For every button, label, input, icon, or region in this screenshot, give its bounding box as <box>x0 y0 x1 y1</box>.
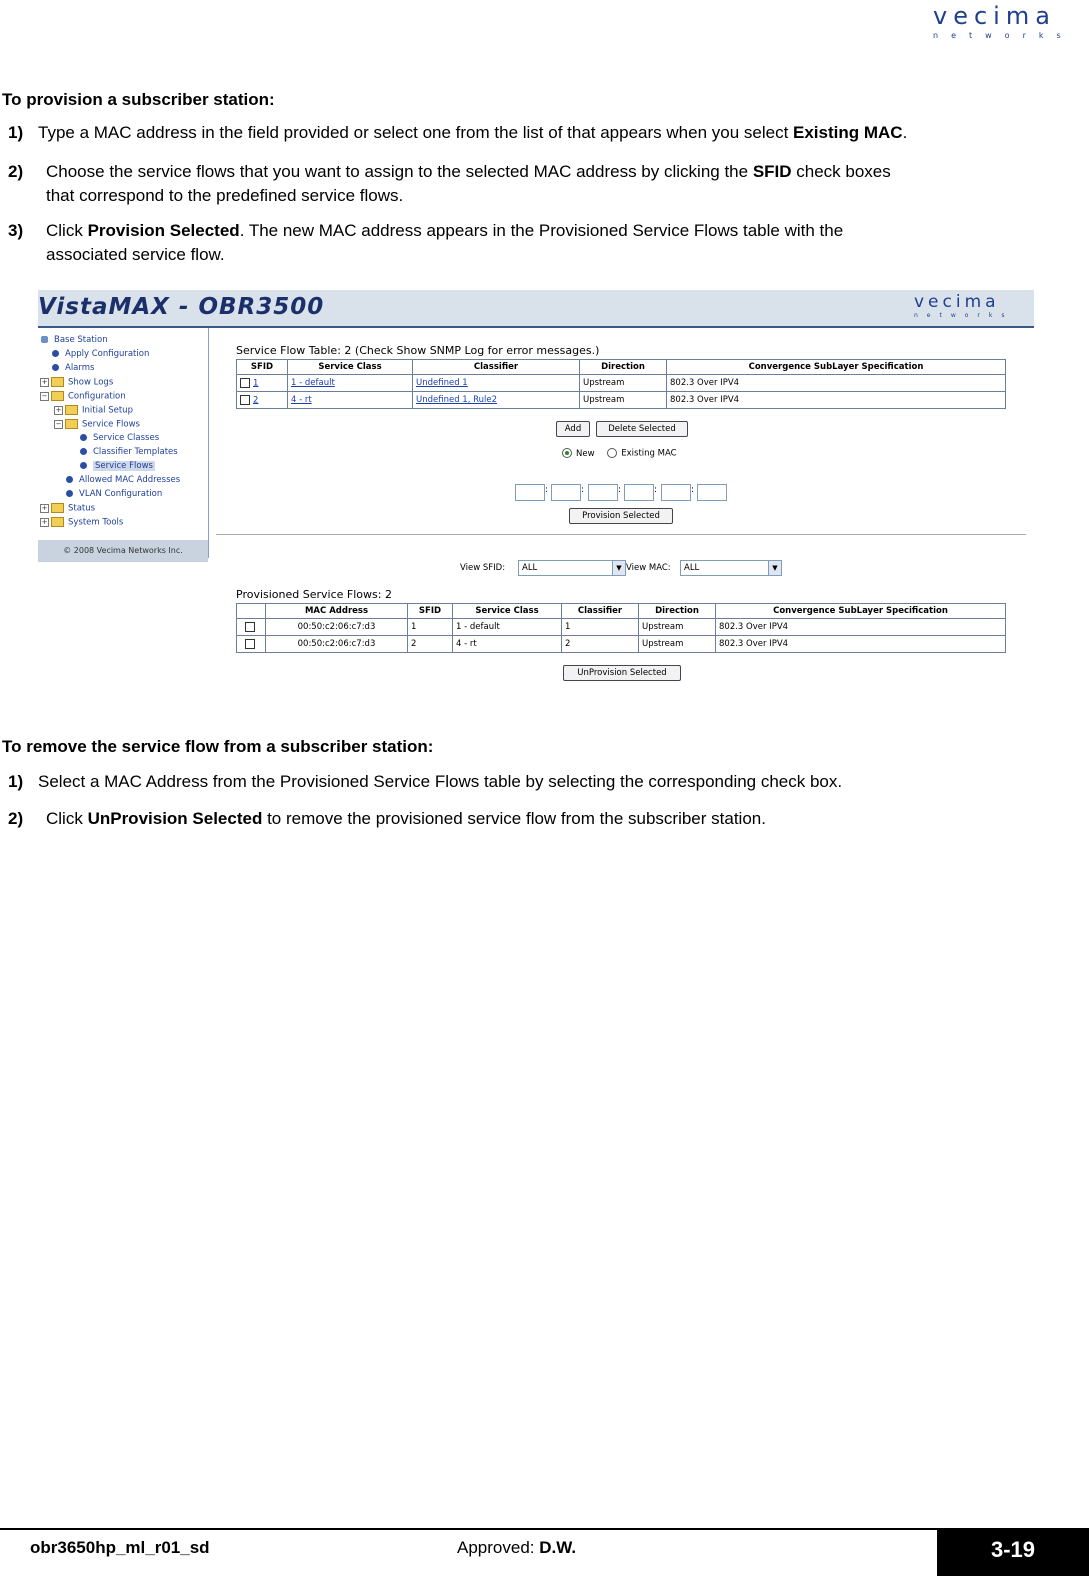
step-remove-1 <box>0 770 1089 796</box>
bullet-icon <box>52 364 59 371</box>
mac-mode-radios <box>562 448 677 459</box>
radio-new[interactable] <box>562 448 572 458</box>
sf-table-title: Service Flow Table: 2 (Check Show SNMP Log for error messages.) <box>236 344 600 357</box>
mac-octet-input[interactable] <box>624 484 654 501</box>
service-class-link[interactable]: 4 - rt <box>291 395 312 405</box>
col-direction: Direction <box>580 360 667 375</box>
table-row <box>237 636 1006 653</box>
app-title: VistaMAX - OBR3500 <box>38 294 325 320</box>
approved-label: Approved: <box>457 1538 540 1557</box>
tree-vlan-configuration[interactable] <box>66 489 162 499</box>
tree-show-logs[interactable] <box>40 377 113 388</box>
table-row <box>237 375 1006 392</box>
unprovision-selected-button[interactable]: UnProvision Selected <box>563 665 681 681</box>
step-number: 3) <box>8 221 24 240</box>
view-mac-label: View MAC: <box>626 563 671 573</box>
tree-classifier-templates[interactable] <box>80 447 178 457</box>
tree-label: Allowed MAC Addresses <box>79 475 181 485</box>
tree-label: Alarms <box>65 363 95 373</box>
collapse-icon[interactable]: − <box>41 391 48 400</box>
mac-cell: 00:50:c2:06:c7:d3 <box>266 619 408 636</box>
step-text-end: to remove the provisioned service flow from the subscriber station. <box>262 809 766 828</box>
tree-base-station[interactable] <box>41 335 108 345</box>
step-text: Select a MAC Address from the Provisioned Service Flows table by selecting the corresponding check box. <box>38 772 843 791</box>
cs-cell: 802.3 Over IPV4 <box>667 375 1006 392</box>
bullet-icon <box>66 490 73 497</box>
step-bold: SFID <box>752 162 792 181</box>
step-number: 2) <box>8 162 24 181</box>
step-number: 1) <box>8 772 24 791</box>
provisioned-flows-table <box>236 603 1006 653</box>
step-text: Type a MAC address in the field provided or select one from the list of that appears when you select <box>38 123 794 142</box>
sfid-link[interactable]: 1 <box>253 378 259 389</box>
sfid-cell: 2 <box>408 636 453 653</box>
step-bold: Provision Selected <box>87 221 240 240</box>
col-sfid: SFID <box>408 604 453 619</box>
tree-label: Classifier Templates <box>93 447 178 457</box>
step-bold: Existing MAC <box>793 123 903 142</box>
delete-selected-button[interactable]: Delete Selected <box>596 421 688 437</box>
approval <box>457 1538 576 1558</box>
step-text-line2: associated service flow. <box>46 245 225 264</box>
approved-value: D.W. <box>539 1538 577 1557</box>
col-service-class: Service Class <box>453 604 562 619</box>
col-classifier: Classifier <box>562 604 639 619</box>
expand-icon[interactable]: + <box>41 377 48 386</box>
tree-system-tools[interactable] <box>40 517 123 528</box>
view-sfid-select[interactable] <box>518 560 626 576</box>
step-text: Click <box>46 221 88 240</box>
col-cs-spec: Convergence SubLayer Specification <box>716 604 1006 619</box>
provision-heading: To provision a subscriber station: <box>2 90 275 109</box>
cs-cell: 802.3 Over IPV4 <box>716 636 1006 653</box>
step-2 <box>0 160 1089 210</box>
classifier-link[interactable]: Undefined 1 <box>416 378 468 388</box>
app-logo <box>914 294 1014 319</box>
select-value: ALL <box>684 563 700 573</box>
mac-octet-input[interactable] <box>697 484 727 501</box>
folder-open-icon <box>65 419 78 429</box>
logo-word: vecima <box>933 2 1056 30</box>
bullet-icon <box>52 350 59 357</box>
step-text-line2: that correspond to the predefined service flows. <box>46 186 404 205</box>
collapse-icon[interactable]: − <box>55 419 62 428</box>
col-cs-spec: Convergence SubLayer Specification <box>667 360 1006 375</box>
add-button[interactable]: Add <box>556 421 590 437</box>
radio-new-label: New <box>576 448 595 459</box>
col-sfid: SFID <box>237 360 288 375</box>
tree-label: Initial Setup <box>82 405 133 416</box>
classifier-link[interactable]: Undefined 1, Rule2 <box>416 395 498 405</box>
tree-initial-setup[interactable] <box>54 405 133 416</box>
tree-apply-configuration[interactable] <box>52 349 149 359</box>
direction-cell: Upstream <box>639 636 716 653</box>
folder-icon <box>51 503 64 513</box>
logo-subtext: networks <box>933 31 1074 40</box>
tree-service-flows-leaf[interactable] <box>80 461 155 471</box>
step-bold: UnProvision Selected <box>87 809 263 828</box>
page-number: 3-19 <box>937 1530 1089 1576</box>
dropdown-arrow-icon: ▼ <box>612 561 625 575</box>
classifier-cell: 1 <box>562 619 639 636</box>
provision-selected-button[interactable]: Provision Selected <box>569 508 673 524</box>
mac-octet-input[interactable] <box>661 484 691 501</box>
app-logo-subtext: networks <box>914 312 1014 319</box>
service-class-link[interactable]: 1 - default <box>291 378 335 388</box>
bullet-icon <box>80 448 87 455</box>
computer-icon <box>41 336 48 343</box>
row-checkbox[interactable] <box>245 639 255 649</box>
table-row <box>237 619 1006 636</box>
view-mac-select[interactable] <box>680 560 782 576</box>
select-value: ALL <box>522 563 538 573</box>
expand-icon[interactable]: + <box>55 405 62 414</box>
direction-cell: Upstream <box>639 619 716 636</box>
app-logo-word: vecima <box>914 292 1000 312</box>
col-service-class: Service Class <box>288 360 413 375</box>
tree-service-classes[interactable] <box>80 433 159 443</box>
step-text-end: . <box>902 123 908 142</box>
tree-label: Service Classes <box>93 433 160 443</box>
classifier-cell: 2 <box>562 636 639 653</box>
nav-tree <box>38 328 209 558</box>
mac-octet-input[interactable] <box>515 484 545 501</box>
bullet-icon <box>80 462 87 469</box>
folder-icon <box>65 405 78 415</box>
app-titlebar <box>38 290 1034 328</box>
direction-cell: Upstream <box>580 375 667 392</box>
sfid-link[interactable]: 2 <box>253 395 259 406</box>
step-remove-2 <box>0 807 1089 833</box>
tree-label: VLAN Configuration <box>79 489 163 499</box>
row-checkbox[interactable] <box>245 622 255 632</box>
vistamax-screenshot: VistaMAX - OBR3500 vecima networks Base Station Apply Configuration Alarms + Show Logs − Configuration + Initial Setup − Service Flows Service Classes Classifier Templates Service Flows Allowed MAC Addresses VLAN Configuration + Status + System Tools © 2008 Vecima Networks Inc. Service Flow Table: 2 (Check Show SNMP Log for error messages.) SFID Service Class Classifier Direction Convergence SubLayer Specification 1 1 - default Undefined 1 Upstream 802.3 Over IPV4 2 4 - rt Undefined 1, Rule2 Upstream 802.3 Over IPV4 Add Delete Selected New Existing MAC : : : : : Provision Selected View SFID: ALL ▼ View MAC: ALL ▼ Provisioned Service Flows: 2 MAC Address SFID Service Class Classifier Direction Convergence SubLayer Specification 00:50:c2:06:c7:d3 1 1 - default 1 Upstream 802.3 Over IPV4 00:50:c2:06:c7:d3 2 4 - rt 2 Upstream 802.3 Over IPV4 UnProvision Selected <box>38 290 1034 690</box>
folder-icon <box>51 377 64 387</box>
service-flow-table <box>236 359 1006 409</box>
cs-cell: 802.3 Over IPV4 <box>667 392 1006 409</box>
folder-open-icon <box>51 391 64 401</box>
sfid-checkbox[interactable] <box>240 395 250 405</box>
table-header-row <box>237 604 1006 619</box>
cs-cell: 802.3 Over IPV4 <box>716 619 1006 636</box>
tree-alarms[interactable] <box>52 363 94 373</box>
sfid-cell: 1 <box>408 619 453 636</box>
tree-label: Configuration <box>68 391 126 402</box>
mac-octet-input[interactable] <box>588 484 618 501</box>
col-direction: Direction <box>639 604 716 619</box>
doc-code: obr3650hp_ml_r01_sd <box>30 1538 210 1557</box>
direction-cell: Upstream <box>580 392 667 409</box>
mac-octet-input[interactable] <box>551 484 581 501</box>
tree-configuration[interactable] <box>40 391 126 402</box>
tree-service-flows[interactable] <box>54 419 140 430</box>
step-number: 2) <box>8 809 24 828</box>
mac-cell: 00:50:c2:06:c7:d3 <box>266 636 408 653</box>
step-text-end: . The new MAC address appears in the Provisioned Service Flows table with the <box>239 221 844 240</box>
expand-icon[interactable]: + <box>41 517 48 526</box>
psf-table-title: Provisioned Service Flows: 2 <box>236 588 392 601</box>
step-number: 1) <box>8 123 24 142</box>
sfid-checkbox[interactable] <box>240 378 250 388</box>
radio-existing-label: Existing MAC <box>621 448 677 459</box>
table-row <box>237 392 1006 409</box>
bullet-icon <box>80 434 87 441</box>
service-class-cell: 1 - default <box>453 619 562 636</box>
table-header-row <box>237 360 1006 375</box>
tree-status[interactable] <box>40 503 95 514</box>
expand-icon[interactable]: + <box>41 503 48 512</box>
tree-label: System Tools <box>68 517 124 528</box>
col-classifier: Classifier <box>413 360 580 375</box>
step-3 <box>0 219 1089 269</box>
divider <box>216 534 1026 535</box>
dropdown-arrow-icon: ▼ <box>768 561 781 575</box>
copyright: © 2008 Vecima Networks Inc. <box>38 540 208 562</box>
step-text: Choose the service flows that you want to assign to the selected MAC address by clicking the <box>46 162 753 181</box>
tree-allowed-mac[interactable] <box>66 475 180 485</box>
service-class-cell: 4 - rt <box>453 636 562 653</box>
view-sfid-label: View SFID: <box>460 563 506 573</box>
col-select <box>237 604 266 619</box>
page-footer <box>0 1528 1089 1576</box>
tree-label-selected: Service Flows <box>95 461 153 471</box>
remove-heading: To remove the service flow from a subscriber station: <box>2 737 434 756</box>
folder-icon <box>51 517 64 527</box>
step-text: Click <box>46 809 88 828</box>
tree-label: Base Station <box>54 335 108 345</box>
tree-label: Service Flows <box>82 419 140 430</box>
vecima-logo <box>933 4 1074 40</box>
radio-existing-mac[interactable] <box>607 448 617 458</box>
step-text-end: check boxes <box>791 162 891 181</box>
bullet-icon <box>66 476 73 483</box>
tree-label: Show Logs <box>68 377 114 388</box>
tree-label: Apply Configuration <box>65 349 150 359</box>
col-mac-address: MAC Address <box>266 604 408 619</box>
tree-label: Status <box>68 503 96 514</box>
